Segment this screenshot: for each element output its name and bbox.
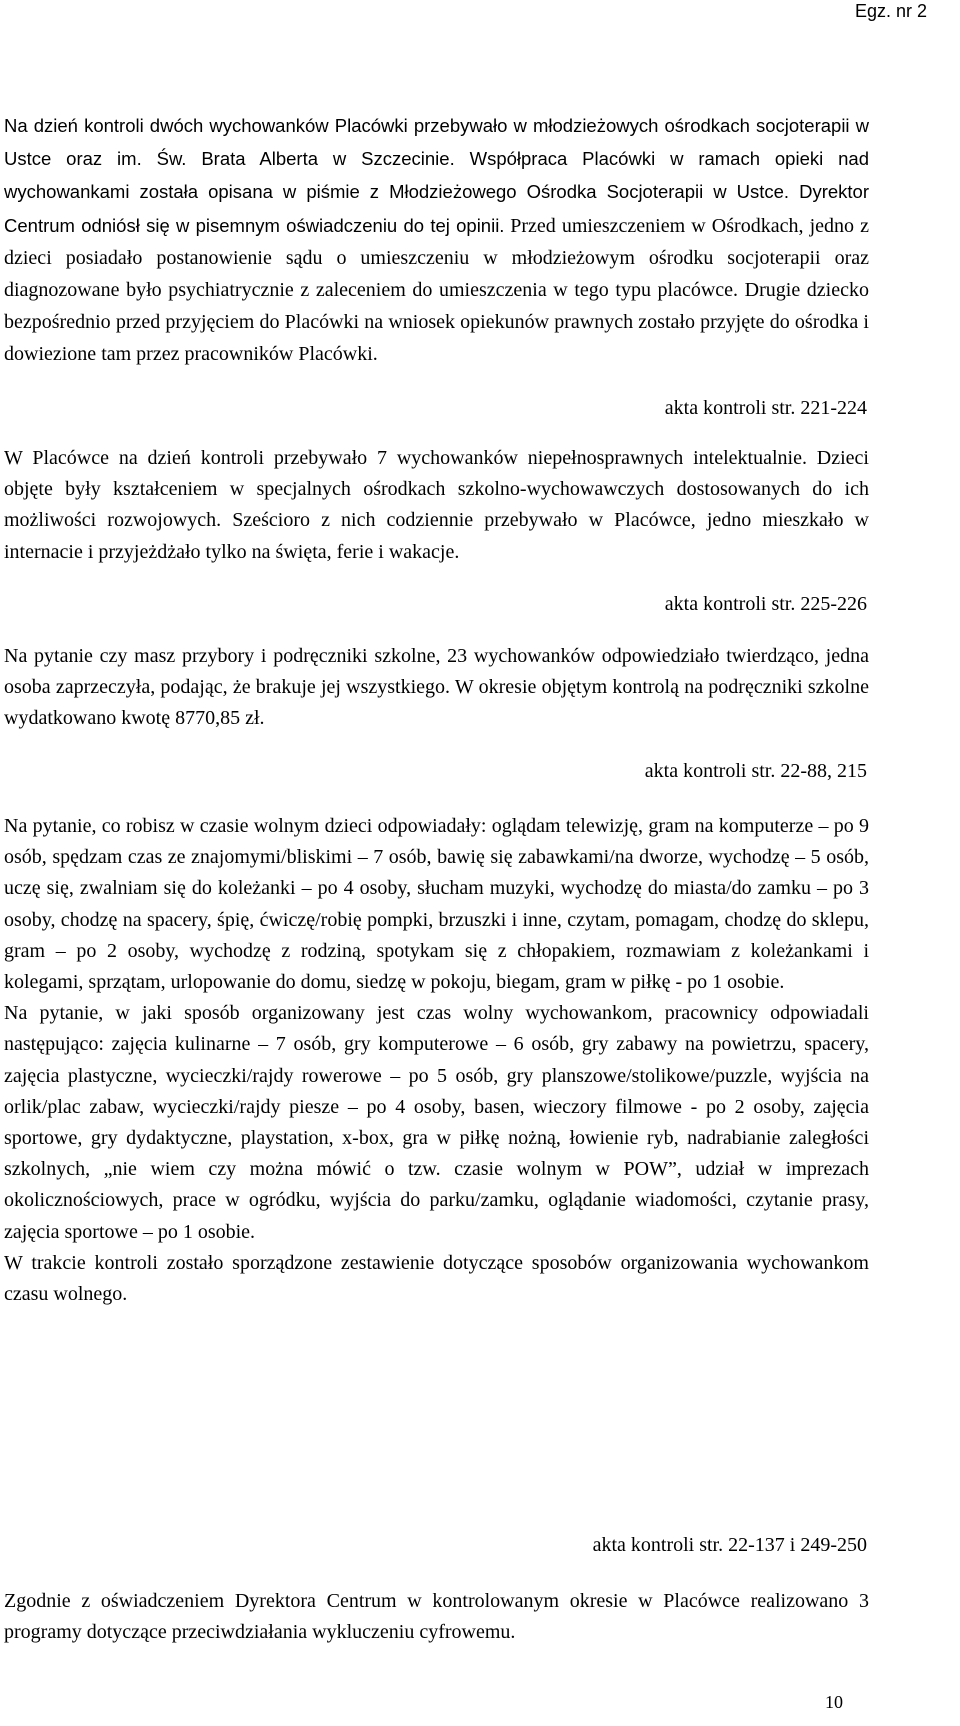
section-3-reference: akta kontroli str. 22-88, 215 xyxy=(644,760,867,782)
section-2-paragraph: W Placówce na dzień kontroli przebywało 7 wychowanków niepełnosprawnych intelektualnie. Dzieci objęte były kształceniem w specjalnych ośrodkach szkolno-wychowawczych dostosowanych do ich możliwości rozwojowych. Sześcioro z nich codziennie przebywało w Placówce, jedno mieszkało w internacie i przyjeżdżało tylko na święta, ferie i wakacje. xyxy=(4,447,869,563)
section-1-paragraph-wrapper xyxy=(4,110,869,372)
section-1-paragraph: Na dzień kontroli dwóch wychowanków Placówki przebywało w młodzieżowych ośrodkach socjoterapii w Ustce oraz im. Św. Brata Alberta w Szczecinie. Współpraca Placówki w ramach opieki nad wychowankami została opisana w piśmie z Młodzieżowego Ośrodka Socjoterapii w Ustce. Dyrektor Centrum odniósł się w pisemnym oświadczeniu do tej opinii. xyxy=(4,115,869,236)
section-4-paragraph-3: W trakcie kontroli zostało sporządzone zestawienie dotyczące sposobów organizowania wychowankom czasu wolnego. xyxy=(4,1251,869,1306)
section-4-paragraph-1: Na pytanie, co robisz w czasie wolnym dzieci odpowiadały: oglądam telewizję, gram na komputerze – po 9 osób, spędzam czas ze znajomymi/bliskimi – 7 osób, bawię się zabawkami/na dworze, wychodzę – 5 osób, uczę się, zwalniam się do koleżanki – po 4 osoby, słucham muzyki, wychodzę do miasta/do zamku – po 3 osoby, chodzę na spacery, śpię, ćwiczę/robię pompki, brzuszki i inne, czytam, pomagam, chodzę do sklepu, gram – po 2 osoby, wychodzę z rodziną, spotykam się z chłopakiem, rozmawiam z koleżankami i kolegami, sprzątam, urlopowanie do domu, siedzę w pokoju, biegam, gram w piłkę - po 1 osobie. xyxy=(4,815,869,994)
section-3 xyxy=(4,641,869,735)
section-2 xyxy=(4,443,869,568)
section-2-reference: akta kontroli str. 225-226 xyxy=(664,593,867,615)
section-1-paragraph-continued: Przed umieszczeniem w Ośrodkach, jedno z dzieci posiadało postanowienie sądu o umieszczeniu w młodzieżowym ośrodku socjoterapii oraz diagnozowane było psychiatrycznie z zaleceniem do umieszczenia w tego typu placówce. Drugie dziecko bezpośrednio przed przyjęciem do Placówki na wniosek opiekunów prawnych zostało przyjęte do ośrodka i dowiezione tam przez pracowników Placówki. xyxy=(4,214,869,366)
section-4 xyxy=(4,811,869,1310)
section-4-reference: akta kontroli str. 22-137 i 249-250 xyxy=(592,1534,867,1556)
section-5-paragraph: Zgodnie z oświadczeniem Dyrektora Centrum w kontrolowanym okresie w Placówce realizowano 3 programy dotyczące przeciwdziałania wykluczeniu cyfrowemu. xyxy=(4,1590,869,1644)
copy-number-label: Egz. nr 2 xyxy=(854,1,927,21)
page-number: 10 xyxy=(825,1692,843,1712)
section-5 xyxy=(4,1586,869,1648)
section-4-paragraph-2: Na pytanie, w jaki sposób organizowany jest czas wolny wychowankom, pracownicy odpowiadali następująco: zajęcia kulinarne – 7 osób, gry komputerowe – 6 osób, gry zabawy na powietrzu, spacery, zajęcia plastyczne, wycieczki/rajdy rowerowe – po 5 osób, gry planszowe/stolikowe/puzzle, wyjścia na orlik/plac zabaw, wycieczki/rajdy piesze – po 4 osoby, basen, wieczory filmowe - po 2 osoby, zajęcia sportowe, gry dydaktyczne, playstation, x-box, gra w piłkę nożną, łowienie ryb, nadrabianie zaległości szkolnych, „nie wiem czy można mówić o tzw. czasie wolnym w POW”, udział w imprezach okolicznościowych, prace w ogródku, wyjścia do parku/zamku, oglądanie wiadomości, czytanie prasy, zajęcia sportowe – po 1 osobie. xyxy=(4,1002,869,1243)
section-1 xyxy=(4,110,869,372)
section-3-paragraph: Na pytanie czy masz przybory i podręczniki szkolne, 23 wychowanków odpowiedziało twierdząco, jedna osoba zaprzeczyła, podając, że brakuje jej wszystkiego. W okresie objętym kontrolą na podręczniki szkolne wydatkowano kwotę 8770,85 zł. xyxy=(4,645,869,730)
section-1-reference: akta kontroli str. 221-224 xyxy=(664,397,867,419)
